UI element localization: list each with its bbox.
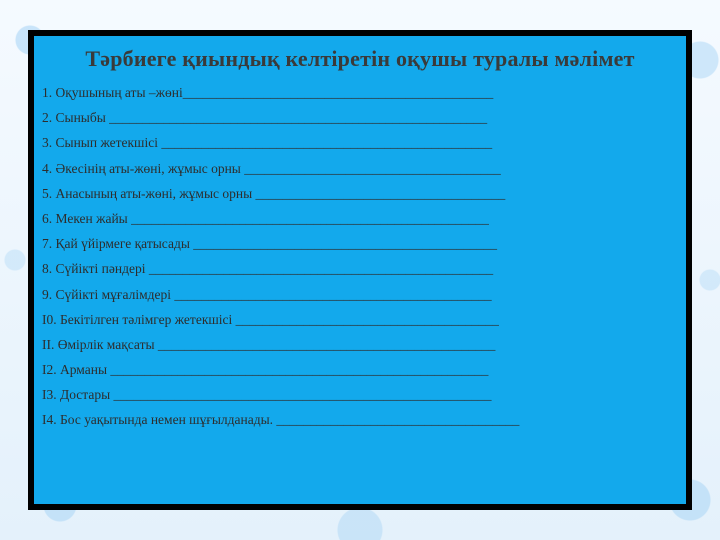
form-row-friends: I3. Достары ________________________________________________________ [42, 387, 492, 403]
form-field-list [42, 80, 678, 433]
form-row-club: 7. Қай үйірмеге қатысады _____________________________________________ [42, 236, 498, 252]
form-row-life-goal: II. Өмірлік мақсаты __________________________________________________ [42, 336, 496, 352]
form-row-address: 6. Мекен жайы _____________________________________________________ [42, 210, 489, 226]
form-row-mother-info: 5. Анасының аты-жөні, жұмыс орны _____________________________________ [42, 185, 506, 201]
form-row-class-teacher: 3. Сынып жетекшісі _________________________________________________ [42, 135, 493, 151]
form-row-free-time: I4. Бос уақытында немен шұғылданады. ____________________________________ [42, 412, 520, 428]
slide-content-panel [34, 36, 686, 504]
form-row-class: 2. Сыныбы ________________________________________________________ [42, 110, 488, 126]
form-row-student-name: 1. Оқушының аты –жөні______________________________________________ [42, 85, 494, 100]
form-row-favorite-teachers: 9. Сүйікті мұғалімдері _______________________________________________ [42, 286, 492, 302]
form-row-dream: I2. Арманы ________________________________________________________ [42, 362, 489, 378]
form-row-favorite-subjects: 8. Сүйікті пәндері ___________________________________________________ [42, 261, 494, 277]
form-row-father-info: 4. Әкесінің аты-жөні, жұмыс орны ______________________________________ [42, 160, 501, 176]
slide-frame [28, 30, 692, 510]
form-row-assigned-mentor: I0. Бекітілген тәлімгер жетекшісі _______________________________________ [42, 311, 499, 327]
document-title: Тәрбиеге қиындық келтіретін оқушы туралы мәлімет [85, 46, 635, 71]
